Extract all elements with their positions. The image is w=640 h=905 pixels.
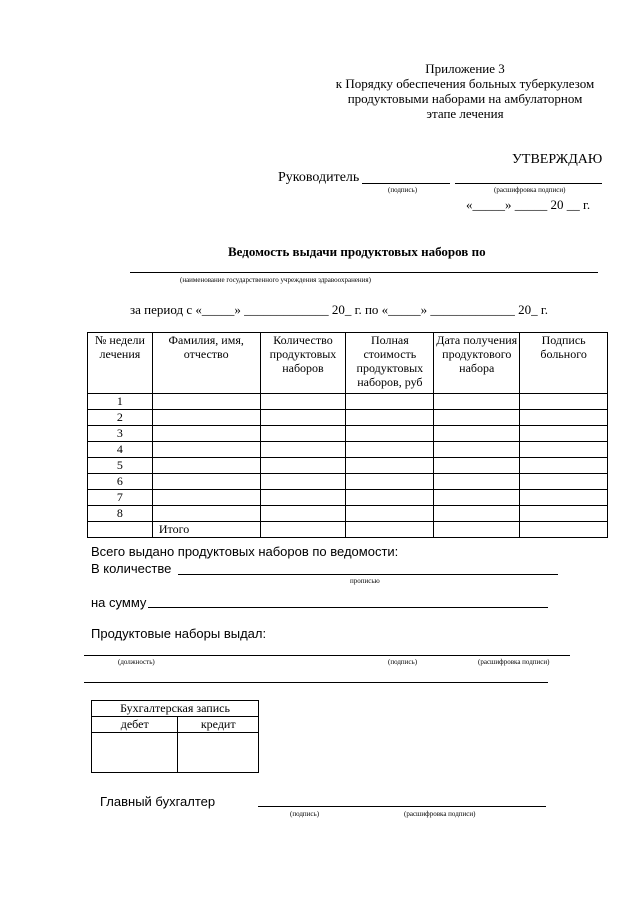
ledger-debit: дебет [92, 717, 178, 733]
appendix-block [330, 61, 600, 121]
decode-caption: (расшифровка подписи) [494, 186, 566, 194]
table-row [88, 426, 608, 442]
cell [520, 394, 608, 410]
separator-line [84, 682, 548, 683]
cell [152, 474, 260, 490]
table-row [88, 442, 608, 458]
row-week-number: 7 [88, 490, 153, 506]
approval-date-line: «_____» _____ 20 __ г. [466, 197, 591, 212]
cell [346, 442, 434, 458]
row-week-number: 5 [88, 458, 153, 474]
table-total-row [88, 522, 608, 538]
table-header-row [88, 333, 608, 394]
table-row [88, 490, 608, 506]
cell [260, 394, 346, 410]
ledger-title: Бухгалтерская запись [92, 701, 259, 717]
appendix-line: продуктовыми наборами на амбулаторном [347, 91, 583, 106]
cell [520, 474, 608, 490]
decode-caption: (расшифровка подписи) [478, 658, 550, 666]
cell [520, 490, 608, 506]
issued-by-line [84, 655, 570, 656]
cell [152, 458, 260, 474]
cell [260, 474, 346, 490]
quantity-line [178, 574, 558, 575]
table-row [88, 410, 608, 426]
cell [520, 426, 608, 442]
row-week-number: 3 [88, 426, 153, 442]
approval-title: УТВЕРЖДАЮ [512, 152, 603, 167]
cell [152, 506, 260, 522]
cell [434, 458, 520, 474]
cell [152, 490, 260, 506]
appendix-line: к Порядку обеспечения больных туберкулезом [335, 76, 595, 91]
cell [520, 410, 608, 426]
cell [260, 442, 346, 458]
cell [152, 426, 260, 442]
amount-line [148, 607, 548, 608]
chief-accountant-label: Главный бухгалтер [100, 794, 216, 809]
chief-accountant-line [258, 806, 546, 807]
cell [434, 394, 520, 410]
document-title: Ведомость выдачи продуктовых наборов по [228, 244, 486, 259]
amount-label: на сумму [91, 595, 147, 610]
cell [434, 506, 520, 522]
appendix-line: Приложение 3 [425, 61, 505, 76]
cell [434, 442, 520, 458]
cell [434, 426, 520, 442]
cell [434, 490, 520, 506]
header-cost: Полная стоимость продуктовых наборов, руб [346, 333, 434, 394]
cell [260, 506, 346, 522]
cell [346, 410, 434, 426]
cell [260, 490, 346, 506]
cell [346, 490, 434, 506]
table-row [88, 474, 608, 490]
issued-by-label: Продуктовые наборы выдал: [91, 626, 267, 641]
cell [88, 522, 153, 538]
cell [346, 426, 434, 442]
head-decode-line [455, 183, 602, 184]
cell [434, 410, 520, 426]
total-label: Итого [152, 522, 260, 538]
table-row [88, 458, 608, 474]
signature-caption: (подпись) [388, 658, 418, 666]
issue-table [87, 332, 608, 538]
header-quantity: Количество продуктовых наборов [260, 333, 346, 394]
row-week-number: 4 [88, 442, 153, 458]
header-name: Фамилия, имя, отчество [152, 333, 260, 394]
ledger-table [91, 700, 259, 773]
row-week-number: 8 [88, 506, 153, 522]
signature-caption: (подпись) [388, 186, 418, 194]
cell [152, 442, 260, 458]
cell [520, 506, 608, 522]
signature-caption: (подпись) [290, 810, 320, 818]
header-week: № недели лечения [88, 333, 153, 394]
cell [346, 458, 434, 474]
row-week-number: 2 [88, 410, 153, 426]
cell [346, 522, 434, 538]
cell [346, 506, 434, 522]
cell [260, 410, 346, 426]
ledger-credit-cell [178, 733, 259, 773]
decode-caption: (расшифровка подписи) [404, 810, 476, 818]
total-issued-label: Всего выдано продуктовых наборов по ведомости: [91, 544, 399, 559]
cell [152, 394, 260, 410]
cell [152, 410, 260, 426]
row-week-number: 6 [88, 474, 153, 490]
row-week-number: 1 [88, 394, 153, 410]
table-row [88, 506, 608, 522]
head-signature-line [362, 183, 450, 184]
cell [434, 522, 520, 538]
words-caption: прописью [350, 577, 380, 585]
cell [434, 474, 520, 490]
appendix-line: этапе лечения [426, 106, 504, 121]
cell [346, 474, 434, 490]
head-label: Руководитель [278, 170, 360, 185]
ledger-credit: кредит [178, 717, 259, 733]
cell [260, 522, 346, 538]
institution-caption: (наименование государственного учреждения здравоохранения) [180, 276, 371, 284]
cell [260, 426, 346, 442]
period-line: за период с «_____» _____________ 20_ г. по «_____» _____________ 20_ г. [130, 302, 549, 317]
position-caption: (должность) [118, 658, 155, 666]
cell [520, 442, 608, 458]
ledger-debit-cell [92, 733, 178, 773]
cell [346, 394, 434, 410]
cell [520, 458, 608, 474]
header-signature: Подпись больного [520, 333, 608, 394]
cell [520, 522, 608, 538]
header-date: Дата получения продуктового набора [434, 333, 520, 394]
table-row [88, 394, 608, 410]
institution-line [130, 272, 598, 273]
cell [260, 458, 346, 474]
quantity-label: В количестве [91, 561, 172, 576]
